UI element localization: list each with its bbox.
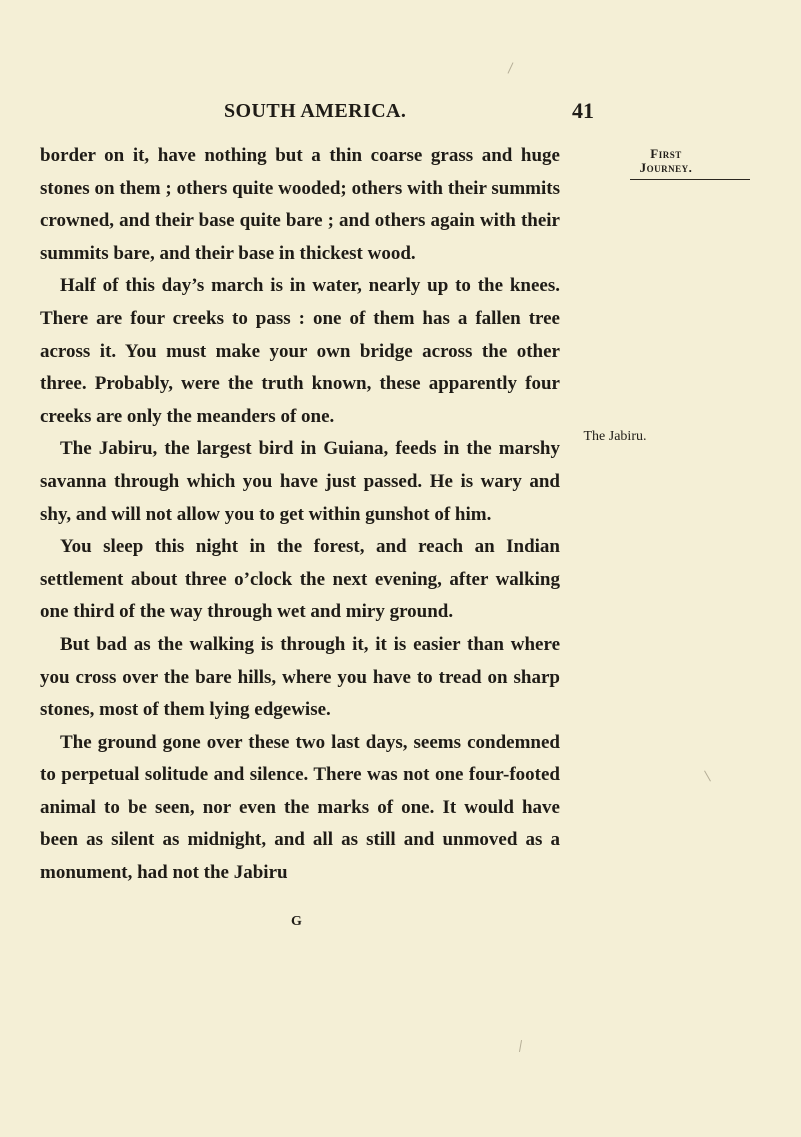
paragraph: But bad as the walking is through it, it is easier than where you cross over the bare hills, where you have to tread on sharp stones, most of them lying edgewise. bbox=[40, 633, 560, 721]
running-head: SOUTH AMERICA. bbox=[224, 100, 407, 122]
side-note-line-1: First bbox=[650, 146, 682, 161]
paragraph: border on it, have nothing but a thin coarse grass and huge stones on them ; others quite wooded; others with their summits crowned, and their base quite bare ; and others again with their summits bare, and their base in thickest wood. bbox=[40, 145, 560, 264]
page-number: 41 bbox=[572, 98, 594, 123]
side-note-first-journey bbox=[578, 147, 754, 175]
signature-mark: G bbox=[291, 914, 302, 929]
paper-speck bbox=[519, 1040, 522, 1052]
side-note-rule bbox=[630, 179, 750, 180]
page-header bbox=[224, 100, 594, 130]
side-note-line-2: Journey. bbox=[639, 160, 693, 175]
paragraph: The ground gone over these two last days, seems condemned to perpetual solitude and silence. There was not one four-footed animal to be seen, nor even the marks of one. It would have been as silent as midnight, and all as still and unmoved as a monument, had not the Jabiru bbox=[40, 731, 560, 884]
paragraph: The Jabiru, the largest bird in Guiana, feeds in the marshy savanna through which you have just passed. He is wary and shy, and will not allow you to get within gunshot of him. bbox=[40, 438, 560, 525]
paragraph: You sleep this night in the forest, and reach an Indian settlement about three o’clock the next evening, after walking one third of the way through wet and miry ground. bbox=[40, 536, 560, 623]
paper-speck bbox=[704, 771, 711, 782]
body-text bbox=[40, 140, 560, 890]
paper-speck bbox=[508, 62, 514, 73]
paragraph: Half of this day’s march is in water, nearly up to the knees. There are four creeks to pass : one of them has a fallen tree across it. You must make your own bridge across the other three. Probably, were the truth known, these apparently four creeks are only the meanders of one. bbox=[40, 275, 560, 427]
side-note-jabiru: The Jabiru. bbox=[583, 429, 647, 444]
